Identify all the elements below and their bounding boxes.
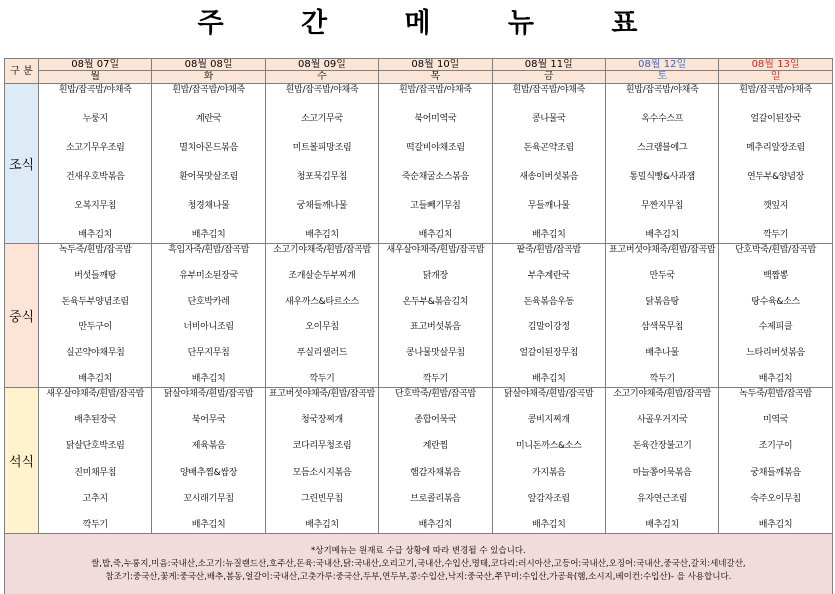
- menu-item-list: [266, 244, 378, 387]
- menu-item: 조기구이: [758, 441, 793, 452]
- menu-item-list: [606, 388, 718, 533]
- menu-item-list: [39, 84, 151, 243]
- menu-item: 꼬시래기무침: [183, 493, 234, 504]
- menu-item-list: [152, 84, 264, 243]
- menu-cell: [719, 388, 832, 534]
- menu-item: 깍두기: [82, 519, 108, 530]
- menu-item-list: [152, 244, 264, 387]
- menu-item: 배추김치: [191, 519, 226, 530]
- menu-cell: [719, 84, 832, 244]
- menu-item: 청국장찌개: [300, 415, 343, 426]
- menu-item: 돈육간장불고기: [632, 441, 692, 452]
- menu-item: 떡갈비야채조림: [405, 143, 465, 153]
- menu-cell: [605, 388, 718, 534]
- menu-cell: [379, 244, 492, 388]
- menu-item: 배추김치: [418, 519, 453, 530]
- menu-item: 표고버섯볶음: [410, 322, 461, 333]
- menu-item: 흑임자죽/흰밥/잡곡밥: [168, 245, 250, 255]
- menu-item: 닭개장: [422, 270, 448, 281]
- menu-item: 깻잎지: [762, 201, 789, 211]
- menu-item: 알감자조림: [527, 493, 570, 504]
- lunch-row: [5, 244, 833, 388]
- menu-item: 미역국: [762, 415, 789, 426]
- menu-cell: [605, 244, 718, 388]
- menu-item-list: [379, 84, 491, 243]
- menu-cell: [492, 84, 605, 244]
- weekday-header: 월: [39, 71, 152, 84]
- menu-item: 흰밥/잡곡밥/야채죽: [625, 85, 699, 95]
- menu-item: 배추김치: [531, 373, 566, 384]
- menu-item-list: [266, 84, 378, 243]
- menu-item: 탕수육&소스: [751, 296, 800, 307]
- menu-item-list: [379, 388, 491, 533]
- menu-cell: [39, 84, 152, 244]
- menu-item: 고들빼기무침: [410, 201, 461, 211]
- menu-cell: [605, 84, 718, 244]
- menu-item: 소고기야채죽/흰밥/잡곡밥: [273, 245, 371, 255]
- menu-item: 얼갈이된장무침: [519, 348, 579, 359]
- menu-cell: [379, 388, 492, 534]
- menu-item: 궁채들깨볶음: [750, 467, 801, 478]
- menu-item: 만두구이: [78, 322, 112, 333]
- menu-item: 청경채나물: [187, 201, 230, 211]
- menu-item-list: [266, 388, 378, 533]
- menu-item: 온두부&볶음김치: [402, 296, 469, 307]
- menu-item: 깍두기: [649, 373, 675, 384]
- date-header-saturday: 08월 12일: [605, 59, 718, 71]
- menu-item-list: [719, 84, 831, 243]
- menu-item: 스크램블에그: [636, 143, 688, 153]
- weekly-menu-table: [4, 58, 833, 594]
- menu-item: 유자연근조림: [636, 493, 688, 504]
- menu-item: 흰밥/잡곡밥/야채죽: [512, 85, 586, 95]
- menu-item: 북어무국: [191, 415, 226, 426]
- menu-item: 콩나물국: [531, 114, 566, 124]
- menu-item: 오복지무침: [74, 201, 117, 211]
- weekday-header-row: [5, 71, 833, 84]
- menu-cell: [152, 388, 265, 534]
- menu-item: 깍두기: [422, 373, 448, 384]
- menu-item: 삼색묵무침: [641, 322, 684, 333]
- menu-item-list: [379, 244, 491, 387]
- menu-item: 가지볶음: [531, 467, 566, 478]
- menu-item-list: [606, 244, 718, 387]
- menu-cell: [492, 244, 605, 388]
- meal-label-breakfast: 조식: [5, 84, 39, 244]
- menu-item-list: [719, 244, 831, 387]
- menu-item: 배추김치: [758, 519, 793, 530]
- menu-item: 북어미역국: [414, 114, 457, 124]
- menu-item: 통밀식빵&사과잼: [629, 172, 695, 182]
- menu-item: 미니돈까스&소스: [516, 441, 582, 452]
- menu-item: 그린빈무침: [300, 493, 343, 504]
- menu-item: 느타리버섯볶음: [746, 348, 805, 359]
- menu-item: 배추나물: [645, 348, 679, 359]
- date-header: 08월 08일: [152, 59, 265, 71]
- menu-item-list: [39, 388, 151, 533]
- menu-item: 소고기무국: [300, 114, 343, 124]
- menu-item: 배추된장국: [74, 415, 117, 426]
- menu-item: 배추김치: [418, 230, 453, 240]
- meal-label-lunch: 중식: [5, 244, 39, 388]
- breakfast-row: [5, 84, 833, 244]
- menu-cell: [265, 84, 378, 244]
- menu-cell: [39, 388, 152, 534]
- date-header: 08월 07일: [39, 59, 152, 71]
- menu-item: 오이무침: [305, 322, 339, 333]
- menu-item: 계란찜: [422, 441, 448, 452]
- menu-item: 단무지무침: [187, 348, 230, 359]
- menu-item: 배추김치: [531, 519, 566, 530]
- menu-item: 배추김치: [305, 519, 339, 530]
- date-header: 08월 09일: [265, 59, 378, 71]
- menu-cell: [719, 244, 832, 388]
- weekday-header: 수: [265, 71, 378, 84]
- meal-label-dinner: 석식: [5, 388, 39, 534]
- menu-item: 표고버섯야채죽/흰밥/잡곡밥: [268, 389, 376, 399]
- menu-item-list: [493, 244, 605, 387]
- menu-item: 깍두기: [309, 373, 335, 384]
- menu-item: 진미채무침: [74, 467, 117, 478]
- menu-cell: [152, 84, 265, 244]
- weekday-header-saturday: 토: [605, 71, 718, 84]
- menu-item: 녹두죽/흰밥/잡곡밥: [739, 389, 812, 399]
- menu-item: 햄감자채볶음: [410, 467, 461, 478]
- menu-item: 단호박죽/흰밥/잡곡밥: [394, 389, 476, 399]
- menu-item: 닭살야채죽/흰밥/잡곡밥: [163, 389, 254, 399]
- menu-item: 흰밥/잡곡밥/야채죽: [285, 85, 359, 95]
- menu-item: 숙주오이무침: [750, 493, 801, 504]
- menu-item: 흰밥/잡곡밥/야채죽: [739, 85, 812, 95]
- menu-item: 수제피클: [758, 322, 793, 333]
- menu-item: 배추김치: [758, 373, 793, 384]
- menu-item: 흰밥/잡곡밥/야채죽: [399, 85, 472, 95]
- menu-item: 푸실리샐러드: [296, 348, 348, 359]
- menu-item: 단호박죽/흰밥/잡곡밥: [735, 245, 817, 255]
- menu-cell: [152, 244, 265, 388]
- dinner-row: [5, 388, 833, 534]
- menu-item: 배추김치: [305, 230, 339, 240]
- menu-item: 돈육두부양념조림: [61, 296, 129, 307]
- menu-item: 브로콜리볶음: [410, 493, 461, 504]
- menu-item: 배추김치: [78, 373, 112, 384]
- menu-item: 모듬소시지볶음: [292, 467, 352, 478]
- menu-item: 얼갈이된장국: [750, 114, 801, 124]
- menu-item: 조개살순두부찌개: [288, 270, 356, 281]
- weekday-header: 화: [152, 71, 265, 84]
- menu-cell: [265, 244, 378, 388]
- menu-item: 청포묵김무침: [296, 172, 348, 182]
- menu-item: 양배추찜&쌈장: [180, 467, 238, 478]
- weekday-header: 금: [492, 71, 605, 84]
- menu-item: 실곤약야채무침: [65, 348, 125, 359]
- date-header: 08월 10일: [379, 59, 492, 71]
- menu-cell: [265, 388, 378, 534]
- menu-item: 돈육곤약조림: [523, 143, 574, 153]
- date-header-row: [5, 59, 833, 71]
- menu-cell: [39, 244, 152, 388]
- menu-item-list: [152, 388, 264, 533]
- gubun-label: 구 분: [5, 59, 39, 84]
- menu-item: 고추지: [82, 493, 108, 504]
- menu-item: 깍두기: [762, 230, 789, 240]
- menu-cell: [492, 388, 605, 534]
- menu-item: 부추계란국: [527, 270, 570, 281]
- menu-item: 소고기무우조림: [65, 143, 125, 153]
- menu-item: 죽순채굴소스볶음: [401, 172, 469, 182]
- menu-item: 팥죽/흰밥/잡곡밥: [516, 245, 581, 255]
- menu-item: 무들깨나물: [527, 201, 570, 211]
- menu-item: 새우살야채죽/흰밥/잡곡밥: [46, 389, 145, 399]
- date-header-sunday: 08월 13일: [719, 59, 832, 71]
- menu-item: 닭볶음탕: [645, 296, 679, 307]
- menu-cell: [379, 84, 492, 244]
- menu-item: 새우까스&타르소스: [285, 296, 359, 307]
- menu-item: 옥수수스프: [641, 114, 684, 124]
- menu-item: 김말이강정: [527, 322, 570, 333]
- menu-item-list: [719, 388, 831, 533]
- menu-item: 무짠지무침: [641, 201, 684, 211]
- menu-item: 백짬뽕: [762, 270, 789, 281]
- menu-item: 건새우호박볶음: [65, 172, 125, 182]
- menu-item: 코다리무청조림: [292, 441, 352, 452]
- menu-item: 궁채들깨나물: [296, 201, 348, 211]
- menu-item: 환어묵맛살조림: [179, 172, 238, 182]
- menu-item: 누룽지: [82, 114, 108, 124]
- menu-item: 흰밥/잡곡밥/야채죽: [172, 85, 245, 95]
- menu-item: 버섯들깨탕: [74, 270, 117, 281]
- menu-item: 닭살단호박조림: [65, 441, 125, 452]
- menu-item: 단호박카레: [187, 296, 230, 307]
- menu-item: 연두부&양념장: [746, 172, 805, 182]
- weekday-header: 목: [379, 71, 492, 84]
- menu-item: 흰밥/잡곡밥/야채죽: [58, 85, 132, 95]
- menu-item: 돈육볶음우동: [523, 296, 574, 307]
- notes-cell: [5, 534, 833, 594]
- menu-item: 마늘쫑어묵볶음: [632, 467, 692, 478]
- origin-line: 참조기:중국산,꽃게:중국산,배추,봄동,얼갈이:국내산,고춧가루:중국산,두부,연두부,콩:수입산,낙지:중국산,쭈꾸미:수입산,가공육(햄,소시지,베이컨:수입산)- 을 사용합니다.: [105, 572, 732, 582]
- menu-item: 미트볼피망조림: [292, 143, 352, 153]
- date-header: 08월 11일: [492, 59, 605, 71]
- menu-item: 배추김치: [191, 373, 226, 384]
- menu-item: 녹두죽/흰밥/잡곡밥: [58, 245, 132, 255]
- menu-item: 표고버섯야채죽/흰밥/잡곡밥: [609, 245, 716, 255]
- menu-item-list: [493, 84, 605, 243]
- menu-item: 제육볶음: [191, 441, 226, 452]
- menu-item: 유부미소된장국: [179, 270, 238, 281]
- menu-item: 새우살야채죽/흰밥/잡곡밥: [386, 245, 485, 255]
- menu-item: 종합어묵국: [414, 415, 457, 426]
- notice-line: *상기메뉴는 원재료 수급 상황에 따라 변경될 수 있습니다.: [311, 546, 526, 556]
- weekday-header-sunday: 일: [719, 71, 832, 84]
- menu-item: 배추김치: [78, 230, 112, 240]
- menu-item: 만두국: [649, 270, 675, 281]
- menu-item: 멸치아몬드볶음: [179, 143, 238, 153]
- menu-item: 사골우거지국: [636, 415, 688, 426]
- menu-item-list: [493, 388, 605, 533]
- menu-item: 새송이버섯볶음: [519, 172, 579, 182]
- menu-item: 배추김치: [531, 230, 566, 240]
- menu-item-list: [606, 84, 718, 243]
- menu-item: 배추김치: [191, 230, 226, 240]
- notes-row: [5, 534, 833, 594]
- menu-item: 메추리알장조림: [746, 143, 805, 153]
- menu-item-list: [39, 244, 151, 387]
- menu-item: 계란국: [195, 114, 222, 124]
- menu-item: 배추김치: [645, 519, 679, 530]
- menu-item: 콩비지찌개: [527, 415, 570, 426]
- menu-item: 너비아니조림: [183, 322, 234, 333]
- origin-line: 쌀,밥,죽,누룽지,미음:국내산,소고기:뉴질랜드산,호주산,돈육:국내산,닭:국내산,오리고기,국내산,수입산,명태,코다리:러시아산,고등어:국내산,오징어:국내산,중국산,갈치:세네갈산,: [91, 559, 746, 569]
- menu-item: 콩나물맛살무침: [405, 348, 465, 359]
- menu-item: 배추김치: [645, 230, 679, 240]
- menu-item: 닭살야채죽/흰밥/잡곡밥: [504, 389, 594, 399]
- menu-item: 소고기야채죽/흰밥/잡곡밥: [613, 389, 712, 399]
- page-title: 주 간 메 뉴 표: [197, 8, 672, 39]
